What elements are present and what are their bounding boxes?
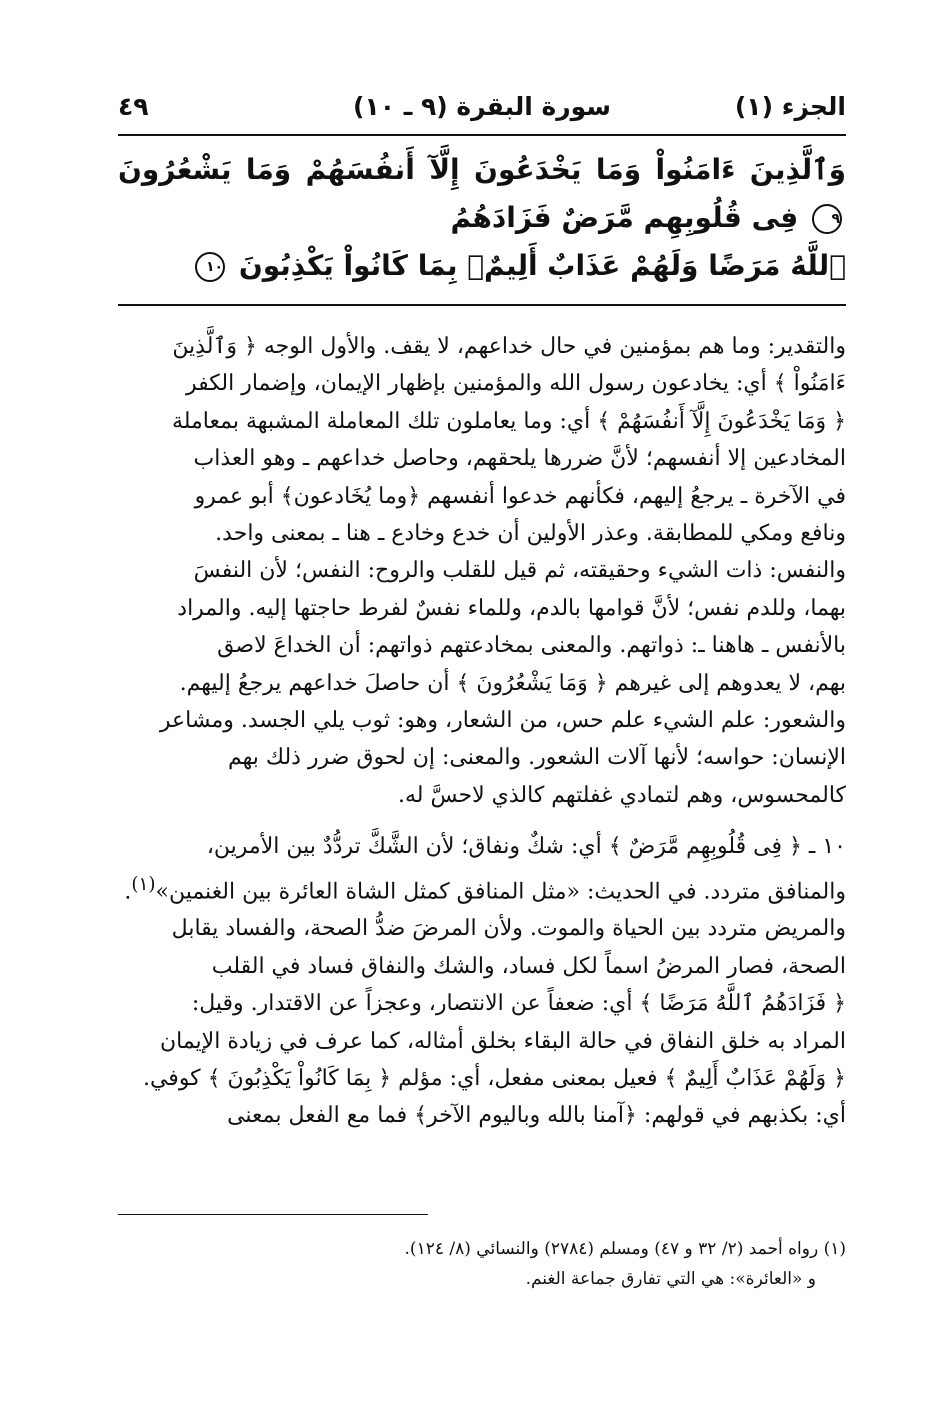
quran-verses <box>118 146 846 290</box>
paragraph <box>118 828 846 1135</box>
text-line: الإنسان: حواسه؛ لأنها آلات الشعور. والمعنى: إن لحوق ضرر ذلك بهم <box>228 745 846 771</box>
verses-divider <box>118 304 846 306</box>
verse-number-marker: ١٠ <box>195 252 225 282</box>
text-line: والشعور: علم الشيء علم حس، من الشعار، وهو: ثوب يلي الجسد. ومشاعر <box>159 708 846 734</box>
text-line: ﴿ فَزَادَهُمُ ٱللَّهُ مَرَضًا ﴾ أي: ضعفاً عن الانتصار، وعجزاً عن الاقتدار. وقيل: <box>191 991 846 1017</box>
text-line: ١٠ ـ ﴿ فِى قُلُوبِهِم مَّرَضٌ ﴾ أي: شكٌ ونفاق؛ لأن الشَّكَّ تردُّدٌ بين الأمرين، <box>206 834 846 860</box>
text-line: أي: بكذبهم في قولهم: ﴿آمنا بالله وباليوم الآخر﴾ فما مع الفعل بمعنى <box>227 1103 846 1129</box>
footnotes <box>118 1234 846 1294</box>
text-line: المخادعين إلا أنفسهم؛ لأنَّ ضررها يلحقهم، وحاصل خداعهم ـ وهو العذاب <box>193 446 846 472</box>
footnote-reference[interactable]: (١) <box>131 873 156 895</box>
text-line <box>118 866 846 911</box>
text-line: ﴿ وَمَا يَخْدَعُونَ إِلَّآ أَنفُسَهُمْ ﴾ أي: وما يعاملون تلك المعاملة المشبهة بمعاملة <box>171 408 846 434</box>
text-line: في الآخرة ـ يرجعُ إليهم، فكأنهم خدعوا أنفسهم ﴿وما يُخَادعون﴾ أبو عمرو <box>194 483 846 509</box>
page-header <box>118 84 846 136</box>
text-line: والتقدير: وما هم بمؤمنين في حال خداعهم، لا يقف. والأول الوجه ﴿ وَٱلَّذِينَ <box>172 334 846 359</box>
surah-title: سورة البقرة (٩ ـ ١٠) <box>353 92 611 121</box>
text-line: بهم، لا يعدوهم إلى غيرهم ﴿ وَمَا يَشْعُرُونَ ﴾ أن حاصلَ خداعهم يرجعُ إليهم. <box>179 670 846 696</box>
verse-text: فِى قُلُوبِهِم مَّرَضٌ فَزَادَهُمُ <box>450 201 799 234</box>
paragraph <box>118 328 846 814</box>
part-label: الجزء (١) <box>734 92 846 121</box>
page-number: ٤٩ <box>118 92 149 121</box>
verse-line <box>118 242 846 290</box>
text-line: كالمحسوس، وهم لتمادي غفلتهم كالذي لاحسَّ له. <box>397 782 846 808</box>
text-line: ﴿ وَلَهُمْ عَذَابٌ أَلِيمٌ ﴾ فعيل بمعنى مفعل، أي: مؤلم ﴿ بِمَا كَانُواْ يَكْذِبُونَ ﴾ كوفي. <box>142 1066 846 1092</box>
text-line: والنفس: ذات الشيء وحقيقته، ثم قيل للقلب والروح: النفس؛ لأن النفسَ <box>193 558 846 584</box>
text-line: ءَامَنُواْ ﴾ أي: يخادعون رسول الله والمؤمنين بإظهار الإيمان، وإضمار الكفر <box>186 371 846 397</box>
commentary-text <box>118 328 846 1135</box>
text-line: ونافع ومكي للمطابقة. وعذر الأولين أن خدع وخادع ـ هنا ـ بمعنى واحد. <box>215 521 846 547</box>
text-span: . <box>124 879 132 905</box>
verse-text: وَٱلَّذِينَ ءَامَنُواْ وَمَا يَخْدَعُونَ إِلَّآ أَنفُسَهُمْ وَمَا يَشْعُرُونَ <box>118 153 846 186</box>
text-line: بهما، وللدم نفس؛ لأنَّ قوامها بالدم، وللماء نفسٌ لفرط حاجتها إليه. والمراد <box>177 595 846 621</box>
book-page <box>118 84 846 1384</box>
text-line: بالأنفس ـ هاهنا ـ: ذواتهم. والمعنى بمخادعتهم ذواتهم: أن الخداعَ لاصق <box>217 633 846 659</box>
footnote-note: و «العائرة»: هي التي تفارق جماعة الغنم. <box>525 1269 816 1289</box>
verse-number-marker: ٩ <box>812 204 842 234</box>
text-line: الصحة، فصار المرضُ اسماً لكل فساد، والشك والنفاق فساد في القلب <box>211 953 846 979</box>
text-span: والمنافق متردد. في الحديث: «مثل المنافق كمثل الشاة العائرة بين الغنمين» <box>155 879 846 905</box>
footnote: (١) رواه أحمد (٢/ ٣٢ و ٤٧) ومسلم (٢٧٨٤) والنسائي (٨/ ١٢٤). <box>404 1239 846 1259</box>
text-line: والمريض متردد بين الحياة والموت. ولأن المرضَ ضدُّ الصحة، والفساد يقابل <box>171 916 846 942</box>
footnote-divider <box>118 1214 428 1215</box>
verse-text: ٱللَّهُ مَرَضًا وَلَهُمْ عَذَابٌ أَلِيمٌۢ بِمَا كَانُواْ يَكْذِبُونَ <box>238 249 846 282</box>
text-line: المراد به خلق النفاق في حالة البقاء بخلق أمثاله، كما عرف في زيادة الإيمان <box>159 1028 846 1054</box>
verse-line <box>118 146 846 242</box>
